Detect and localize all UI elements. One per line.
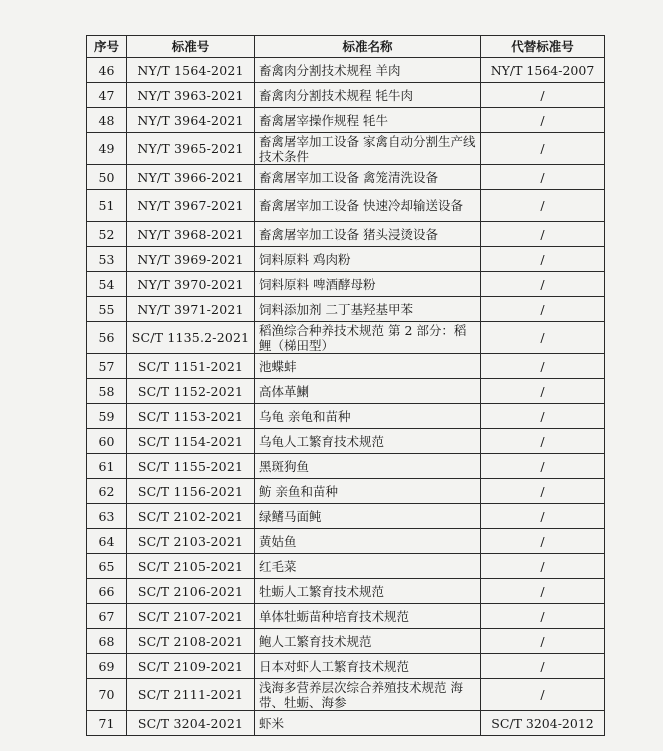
standard-name: 饲料原料 啤酒酵母粉 bbox=[255, 272, 481, 297]
replaced-standard: / bbox=[481, 429, 605, 454]
header-replaced: 代替标准号 bbox=[481, 36, 605, 58]
table-row bbox=[87, 554, 605, 579]
standard-name: 乌龟 亲龟和苗种 bbox=[255, 404, 481, 429]
row-number: 69 bbox=[87, 654, 127, 679]
table-row bbox=[87, 272, 605, 297]
standard-name: 饲料添加剂 二丁基羟基甲苯 bbox=[255, 297, 481, 322]
row-number: 48 bbox=[87, 108, 127, 133]
standard-code: NY/T 3963-2021 bbox=[127, 83, 255, 108]
standard-code: NY/T 3964-2021 bbox=[127, 108, 255, 133]
replaced-standard: SC/T 3204-2012 bbox=[481, 711, 605, 736]
replaced-standard: / bbox=[481, 404, 605, 429]
replaced-standard: / bbox=[481, 272, 605, 297]
row-number: 53 bbox=[87, 247, 127, 272]
row-number: 66 bbox=[87, 579, 127, 604]
standard-code: NY/T 1564-2021 bbox=[127, 58, 255, 83]
standard-name: 畜禽肉分割技术规程 牦牛肉 bbox=[255, 83, 481, 108]
replaced-standard: / bbox=[481, 83, 605, 108]
standard-code: SC/T 2111-2021 bbox=[127, 679, 255, 711]
row-number: 71 bbox=[87, 711, 127, 736]
table-row bbox=[87, 297, 605, 322]
table-row bbox=[87, 654, 605, 679]
replaced-standard: / bbox=[481, 504, 605, 529]
replaced-standard: / bbox=[481, 379, 605, 404]
standard-name: 畜禽屠宰加工设备 猪头浸烫设备 bbox=[255, 222, 481, 247]
table-row bbox=[87, 629, 605, 654]
table-row bbox=[87, 579, 605, 604]
row-number: 64 bbox=[87, 529, 127, 554]
standard-name: 浅海多营养层次综合养殖技术规范 海带、牡蛎、海参 bbox=[255, 679, 481, 711]
row-number: 62 bbox=[87, 479, 127, 504]
table-row bbox=[87, 108, 605, 133]
table-row bbox=[87, 83, 605, 108]
table-row bbox=[87, 379, 605, 404]
replaced-standard: NY/T 1564-2007 bbox=[481, 58, 605, 83]
standard-name: 高体革鯻 bbox=[255, 379, 481, 404]
standard-code: SC/T 2107-2021 bbox=[127, 604, 255, 629]
standard-name: 稻渔综合种养技术规范 第 2 部分：稻鲤（梯田型） bbox=[255, 322, 481, 354]
standard-name: 虾米 bbox=[255, 711, 481, 736]
table-row bbox=[87, 247, 605, 272]
replaced-standard: / bbox=[481, 654, 605, 679]
replaced-standard: / bbox=[481, 247, 605, 272]
row-number: 60 bbox=[87, 429, 127, 454]
table-row bbox=[87, 479, 605, 504]
standard-code: NY/T 3968-2021 bbox=[127, 222, 255, 247]
standard-code: SC/T 2109-2021 bbox=[127, 654, 255, 679]
standard-name: 畜禽屠宰加工设备 家禽自动分割生产线技术条件 bbox=[255, 133, 481, 165]
standard-name: 畜禽屠宰加工设备 禽笼清洗设备 bbox=[255, 165, 481, 190]
standard-code: SC/T 1156-2021 bbox=[127, 479, 255, 504]
replaced-standard: / bbox=[481, 297, 605, 322]
standard-name: 黑斑狗鱼 bbox=[255, 454, 481, 479]
header-no: 序号 bbox=[87, 36, 127, 58]
row-number: 67 bbox=[87, 604, 127, 629]
table-row bbox=[87, 504, 605, 529]
row-number: 49 bbox=[87, 133, 127, 165]
standard-code: NY/T 3966-2021 bbox=[127, 165, 255, 190]
table-header bbox=[87, 36, 605, 58]
standard-code: NY/T 3969-2021 bbox=[127, 247, 255, 272]
row-number: 65 bbox=[87, 554, 127, 579]
standard-name: 乌龟人工繁育技术规范 bbox=[255, 429, 481, 454]
standard-code: SC/T 3204-2021 bbox=[127, 711, 255, 736]
standard-name: 鲂 亲鱼和苗种 bbox=[255, 479, 481, 504]
standard-name: 池蝶蚌 bbox=[255, 354, 481, 379]
row-number: 50 bbox=[87, 165, 127, 190]
standard-code: NY/T 3970-2021 bbox=[127, 272, 255, 297]
standard-name: 畜禽屠宰加工设备 快速冷却输送设备 bbox=[255, 190, 481, 222]
standard-code: SC/T 2105-2021 bbox=[127, 554, 255, 579]
table-row bbox=[87, 165, 605, 190]
standard-code: SC/T 2106-2021 bbox=[127, 579, 255, 604]
standard-code: NY/T 3967-2021 bbox=[127, 190, 255, 222]
row-number: 52 bbox=[87, 222, 127, 247]
standard-name: 单体牡蛎苗种培育技术规范 bbox=[255, 604, 481, 629]
table-row bbox=[87, 322, 605, 354]
replaced-standard: / bbox=[481, 190, 605, 222]
table-row bbox=[87, 711, 605, 736]
standards-table bbox=[86, 35, 605, 736]
replaced-standard: / bbox=[481, 133, 605, 165]
standard-code: SC/T 1151-2021 bbox=[127, 354, 255, 379]
replaced-standard: / bbox=[481, 108, 605, 133]
standard-name: 绿鳍马面鲀 bbox=[255, 504, 481, 529]
standard-code: SC/T 1155-2021 bbox=[127, 454, 255, 479]
standard-code: SC/T 1135.2-2021 bbox=[127, 322, 255, 354]
row-number: 57 bbox=[87, 354, 127, 379]
standard-code: SC/T 2103-2021 bbox=[127, 529, 255, 554]
replaced-standard: / bbox=[481, 629, 605, 654]
row-number: 63 bbox=[87, 504, 127, 529]
replaced-standard: / bbox=[481, 354, 605, 379]
row-number: 61 bbox=[87, 454, 127, 479]
standard-name: 饲料原料 鸡肉粉 bbox=[255, 247, 481, 272]
table-row bbox=[87, 604, 605, 629]
row-number: 56 bbox=[87, 322, 127, 354]
standard-name: 红毛菜 bbox=[255, 554, 481, 579]
standard-name: 黄姑鱼 bbox=[255, 529, 481, 554]
standard-name: 日本对虾人工繁育技术规范 bbox=[255, 654, 481, 679]
table-row bbox=[87, 429, 605, 454]
replaced-standard: / bbox=[481, 165, 605, 190]
replaced-standard: / bbox=[481, 554, 605, 579]
replaced-standard: / bbox=[481, 454, 605, 479]
standard-code: SC/T 1153-2021 bbox=[127, 404, 255, 429]
standard-name: 畜禽屠宰操作规程 牦牛 bbox=[255, 108, 481, 133]
standard-code: SC/T 1152-2021 bbox=[127, 379, 255, 404]
replaced-standard: / bbox=[481, 529, 605, 554]
table-row bbox=[87, 454, 605, 479]
table-row bbox=[87, 404, 605, 429]
row-number: 68 bbox=[87, 629, 127, 654]
standard-code: NY/T 3971-2021 bbox=[127, 297, 255, 322]
table-body bbox=[87, 58, 605, 736]
table-row bbox=[87, 354, 605, 379]
standard-code: SC/T 1154-2021 bbox=[127, 429, 255, 454]
header-code: 标准号 bbox=[127, 36, 255, 58]
standard-name: 鲍人工繁育技术规范 bbox=[255, 629, 481, 654]
standard-code: SC/T 2108-2021 bbox=[127, 629, 255, 654]
table-row bbox=[87, 222, 605, 247]
replaced-standard: / bbox=[481, 579, 605, 604]
table-row bbox=[87, 190, 605, 222]
row-number: 51 bbox=[87, 190, 127, 222]
table-row bbox=[87, 58, 605, 83]
replaced-standard: / bbox=[481, 679, 605, 711]
row-number: 46 bbox=[87, 58, 127, 83]
row-number: 47 bbox=[87, 83, 127, 108]
replaced-standard: / bbox=[481, 222, 605, 247]
row-number: 58 bbox=[87, 379, 127, 404]
row-number: 55 bbox=[87, 297, 127, 322]
standard-name: 畜禽肉分割技术规程 羊肉 bbox=[255, 58, 481, 83]
replaced-standard: / bbox=[481, 479, 605, 504]
table-row bbox=[87, 133, 605, 165]
standard-code: NY/T 3965-2021 bbox=[127, 133, 255, 165]
standard-code: SC/T 2102-2021 bbox=[127, 504, 255, 529]
standard-name: 牡蛎人工繁育技术规范 bbox=[255, 579, 481, 604]
header-name: 标准名称 bbox=[255, 36, 481, 58]
replaced-standard: / bbox=[481, 604, 605, 629]
row-number: 59 bbox=[87, 404, 127, 429]
table-row bbox=[87, 529, 605, 554]
row-number: 54 bbox=[87, 272, 127, 297]
table-row bbox=[87, 679, 605, 711]
replaced-standard: / bbox=[481, 322, 605, 354]
row-number: 70 bbox=[87, 679, 127, 711]
